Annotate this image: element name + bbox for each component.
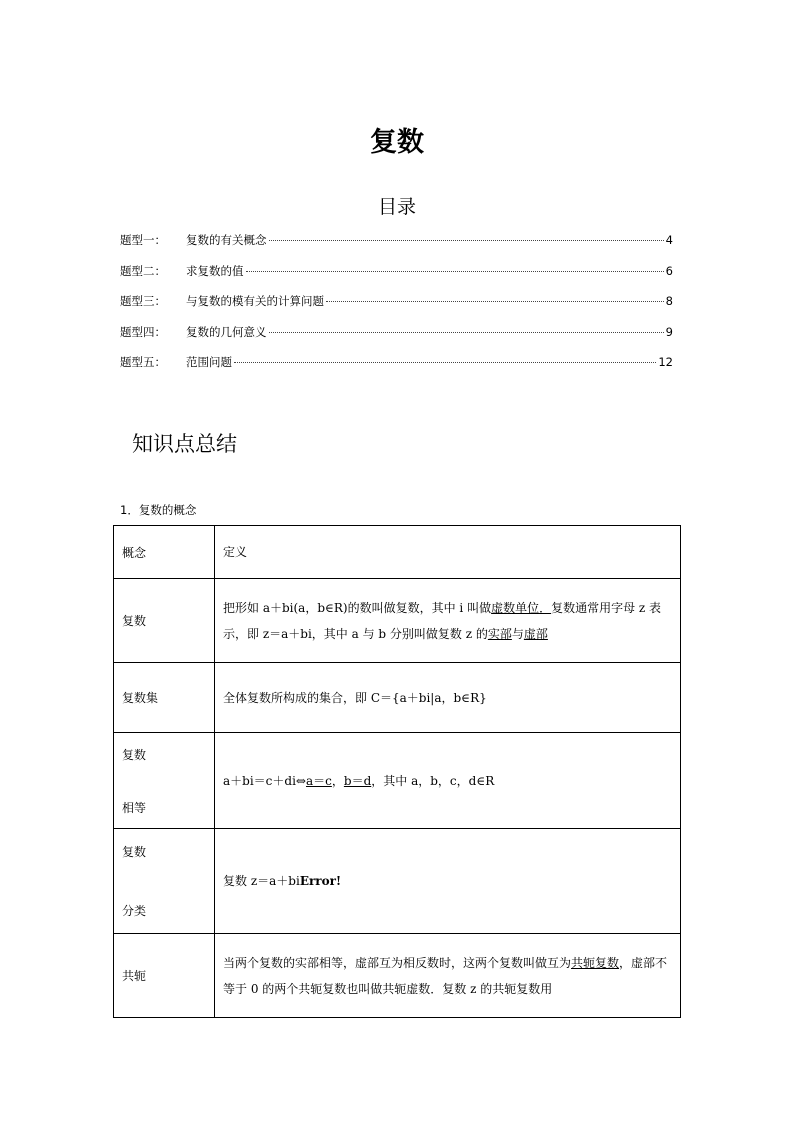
- underlined-term: 虚部: [523, 626, 548, 641]
- concept-cell: 共轭: [114, 934, 215, 1018]
- definition-text: 复数通常用字母 z 表示，即 z＝a＋bi，其中 a 与 b 分别叫做复数 z 的: [223, 600, 662, 641]
- definition-cell: [215, 829, 681, 934]
- table-row: [114, 663, 681, 733]
- toc-leader: [326, 301, 664, 302]
- toc-item-label: 题型二：: [120, 263, 166, 278]
- toc-item-label: 题型三：: [120, 294, 166, 308]
- toc-item-page: 6: [665, 263, 673, 278]
- toc-item-page: 9: [665, 324, 673, 339]
- section-title: 知识点总结: [132, 432, 237, 456]
- concept-cell: [114, 733, 215, 829]
- table-row: [114, 934, 681, 1018]
- underlined-term: b＝d: [343, 773, 372, 788]
- table-row: [114, 829, 681, 934]
- table-of-contents: [120, 232, 673, 385]
- document-title: 复数: [370, 127, 424, 158]
- toc-item[interactable]: [120, 232, 673, 263]
- toc-item-page: 4: [665, 233, 673, 247]
- toc-leader: [234, 362, 656, 363]
- definition-cell: [215, 934, 681, 1018]
- header-concept: 概念: [114, 526, 215, 579]
- definition-table: [113, 525, 681, 1018]
- toc-leader: [269, 240, 664, 241]
- field-error-text: Error!: [299, 874, 342, 888]
- underlined-term: a＝c: [305, 773, 332, 788]
- definition-text: a＋bi＝c＋di⇔: [223, 773, 306, 788]
- concept-line: 复数: [122, 747, 147, 762]
- table-row: [114, 579, 681, 663]
- toc-item-text: 范围问题: [186, 355, 232, 369]
- toc-item-text: 求复数的值: [186, 263, 244, 278]
- header-definition: 定义: [215, 526, 681, 579]
- definition-cell: [215, 579, 681, 663]
- definition-text: 当两个复数的实部相等，虚部互为相反数时，这两个复数叫做互为: [223, 955, 572, 970]
- toc-leader: [246, 271, 664, 272]
- toc-item[interactable]: [120, 263, 673, 294]
- subheading: 1．复数的概念: [120, 503, 197, 517]
- table-header-row: [114, 526, 681, 579]
- concept-line: 相等: [122, 800, 147, 815]
- concept-line: 分类: [122, 904, 147, 918]
- toc-heading: 目录: [377, 196, 416, 218]
- table-row: [114, 733, 681, 829]
- toc-item[interactable]: [120, 293, 673, 324]
- definition-text: ，虚部不等于 0 的两个共轭复数也叫做共轭虚数．复数 z 的共轭复数用: [223, 955, 668, 996]
- toc-item-label: 题型四：: [120, 324, 166, 339]
- definition-text: 把形如 a＋bi(a，b∈R)的数叫做复数，其中 i 叫做: [223, 600, 492, 615]
- toc-item[interactable]: [120, 354, 673, 385]
- definition-text: ，其中 a，b，c，d∈R: [371, 773, 495, 788]
- toc-item-page: 12: [658, 355, 673, 369]
- definition-text: 复数 z＝a＋bi: [223, 874, 300, 888]
- toc-item-text: 与复数的模有关的计算问题: [186, 294, 324, 308]
- toc-leader: [269, 332, 664, 333]
- underlined-term: 实部: [487, 626, 512, 641]
- toc-item-label: 题型一：: [120, 233, 166, 247]
- toc-item-text: 复数的几何意义: [186, 324, 267, 339]
- concept-cell: 复数: [114, 579, 215, 663]
- toc-item-label: 题型五：: [120, 355, 166, 369]
- definition-cell: [215, 733, 681, 829]
- toc-item-text: 复数的有关概念: [186, 233, 267, 247]
- toc-item[interactable]: [120, 324, 673, 355]
- concept-cell: [114, 829, 215, 934]
- concept-cell: 复数集: [114, 663, 215, 733]
- concept-line: 复数: [122, 845, 147, 859]
- underlined-term: 共轭复数: [571, 955, 620, 970]
- definition-text: 与: [511, 626, 524, 641]
- definition-cell: 全体复数所构成的集合，即 C＝{a＋bi|a，b∈R}: [215, 663, 681, 733]
- underlined-term: 虚数单位．: [491, 600, 552, 615]
- definition-text: ，: [331, 773, 344, 788]
- toc-item-page: 8: [665, 294, 673, 308]
